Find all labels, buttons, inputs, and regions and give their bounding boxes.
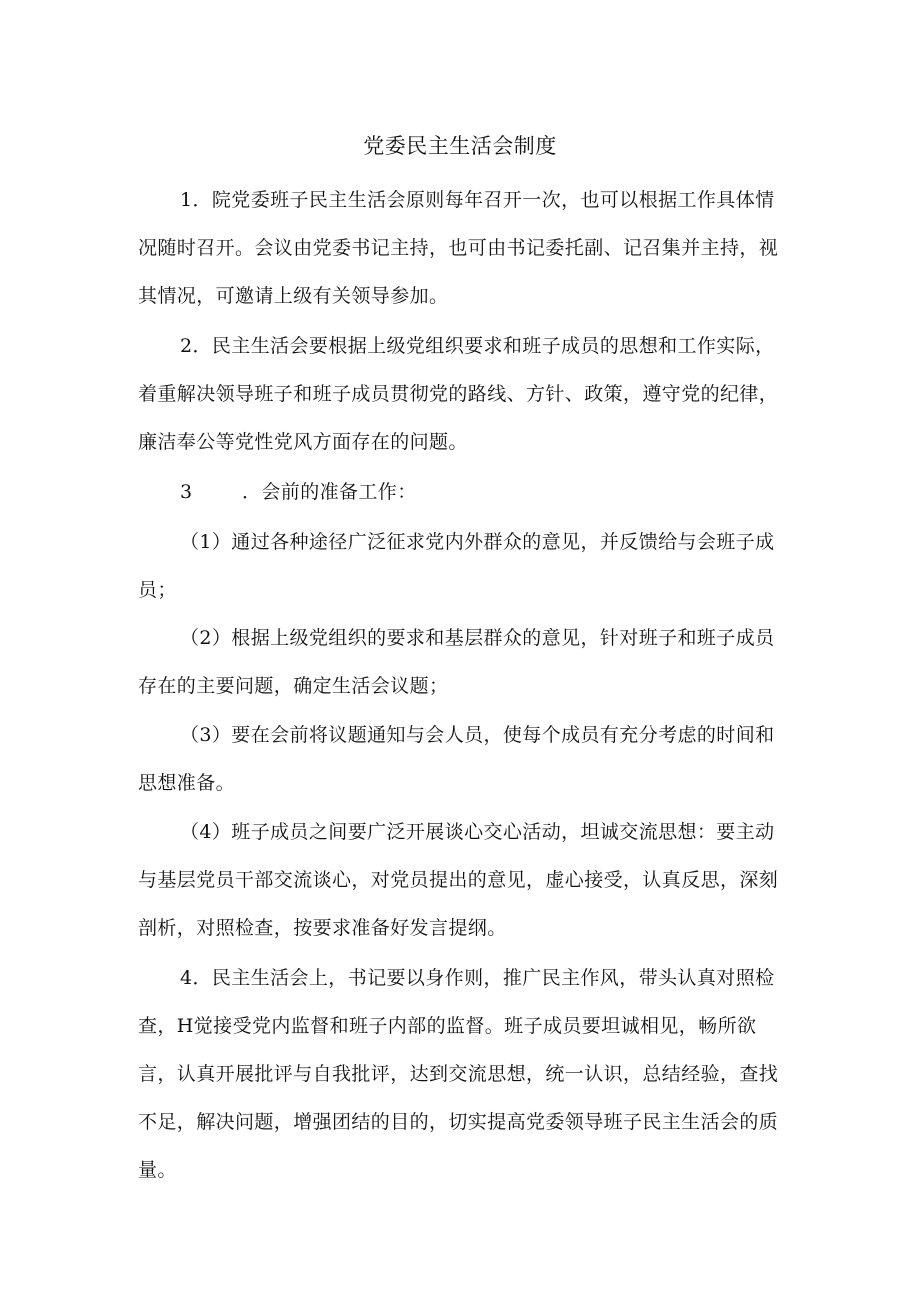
paragraph-4: 4．民主生活会上，书记要以身作则，推广民主作风，带头认真对照检查，H觉接受党内监督和班子内部的监督。班子成员要坦诚相见，畅所欲言，认真开展批评与自我批评，达到交流思想，统一认识，总结经验，查找不足，解决问题，增强团结的目的，切实提高党委领导班子民主生活会的质量。 [138,967,779,1181]
sub-item-4: （4）班子成员之间要广泛开展谈心交心活动，坦诚交流思想：要主动与基层党员干部交流谈心，对党员提出的意见，虚心接受，认真反思，深刻剖析，对照检查，按要求准备好发言提纲。 [138,821,779,939]
paragraph-1: 1．院党委班子民主生活会原则每年召开一次，也可以根据工作具体情况随时召开。会议由党委书记主持，也可由书记委托副、记召集并主持，视其情况，可邀请上级有关领导参加。 [138,189,779,307]
paragraph-2: 2．民主生活会要根据上级党组织要求和班子成员的思想和工作实际，着重解决领导班子和班子成员贯彻党的路线、方针、政策，遵守党的纪律，廉洁奉公等党性党风方面存在的问题。 [138,335,779,453]
sub-item-2: （2）根据上级党组织的要求和基层群众的意见，针对班子和班子成员存在的主要问题，确定生活会议题； [138,627,775,697]
sub-item-1: （1）通过各种途径广泛征求党内外群众的意见，并反馈给与会班子成员； [138,531,775,601]
document-title: 党委民主生活会制度 [363,134,557,158]
sub-item-3: （3）要在会前将议题通知与会人员，使每个成员有充分考虑的时间和思想准备。 [138,724,775,794]
paragraph-3-number: 3 [180,481,193,503]
paragraph-3-text: ．会前的准备工作： [242,481,417,503]
paragraph-3 [138,468,790,516]
